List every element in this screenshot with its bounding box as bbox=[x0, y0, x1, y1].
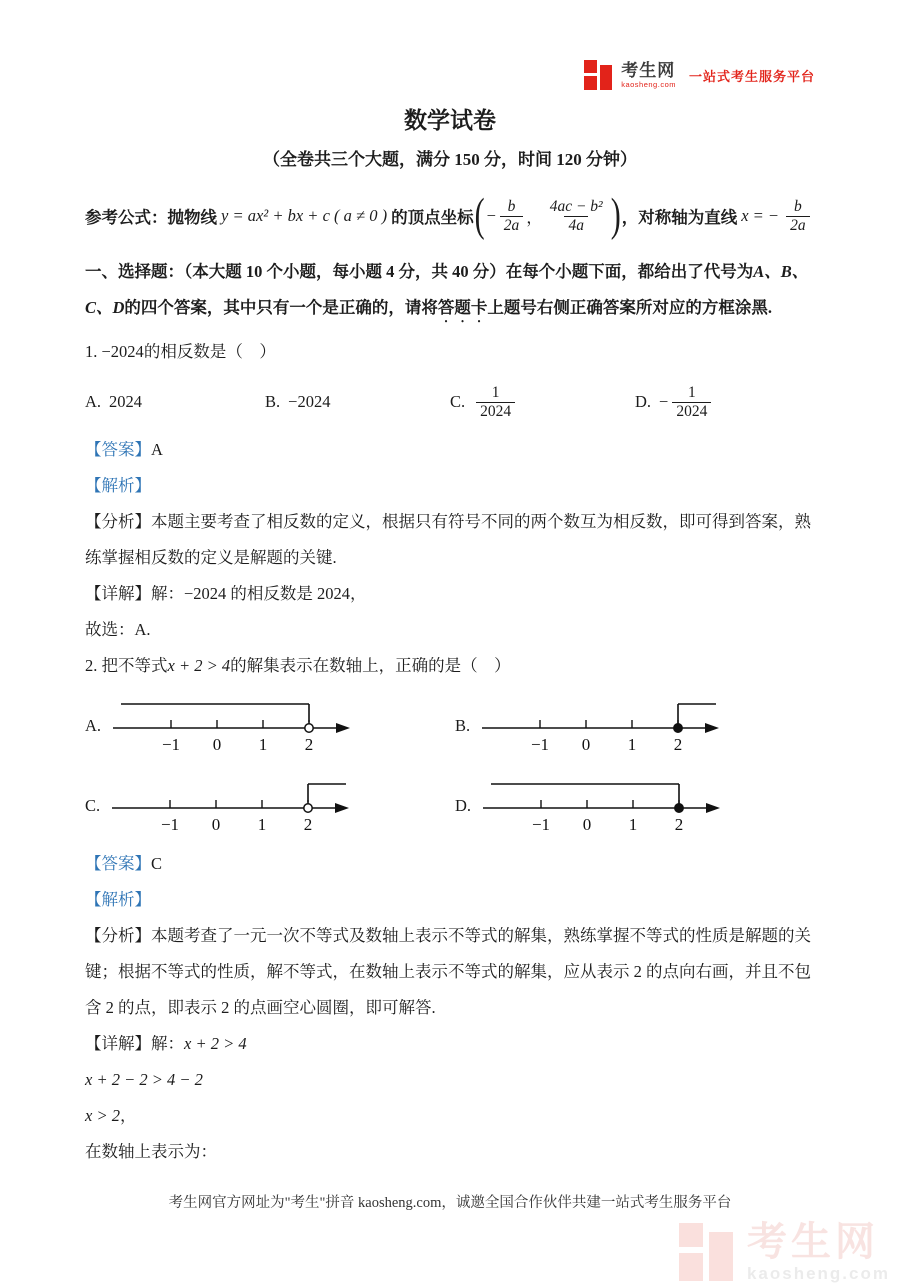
watermark-brand-domain: kaosheng.com bbox=[746, 1264, 890, 1283]
svg-text:2: 2 bbox=[303, 814, 313, 834]
q2-option-a bbox=[85, 688, 455, 764]
document-subtitle: （全卷共三个大题，满分 150 分，时间 120 分钟） bbox=[263, 150, 637, 169]
formula-mid: 的顶点坐标 bbox=[391, 208, 474, 227]
left-paren: ( bbox=[474, 189, 485, 241]
q1-answer: 【答案】A bbox=[85, 440, 163, 459]
brand-name: 考生网 bbox=[621, 60, 676, 80]
svg-text:1: 1 bbox=[257, 814, 267, 834]
q2-answer: 【答案】C bbox=[85, 854, 163, 873]
q2-option-c bbox=[85, 768, 455, 844]
section1-heading: 一、选择题：（本大题 10 个小题，每小题 4 分，共 40 分）在每个小题下面，都给出了代号为A、B、C、D的四个答案，其中只有一个是正确的，请将答题卡上题号右侧正确答案所对应的方框涂黑. bbox=[85, 262, 809, 317]
q2-option-b bbox=[455, 688, 815, 764]
q2-eq2: x + 2 − 2 > 4 − 2 bbox=[85, 1070, 203, 1089]
brand-domain: kaosheng.com bbox=[621, 79, 676, 89]
formula-suffix: ，对称轴为直线 bbox=[621, 208, 738, 227]
svg-text:0: 0 bbox=[581, 734, 591, 754]
q1-choice: 故选：A. bbox=[85, 620, 151, 639]
svg-text:1: 1 bbox=[628, 814, 638, 834]
q2-jiexi-tag: 【解析】 bbox=[85, 890, 151, 909]
q2-option-d bbox=[455, 768, 815, 844]
kaosheng-logo-icon bbox=[584, 60, 614, 90]
q1-options bbox=[85, 374, 815, 430]
q2-option-c-label: C. bbox=[85, 796, 101, 815]
footer-text: 考生网官方网址为"考生"拼音 kaosheng.com，诚邀全国合作伙伴共建一站式考生服务平台 bbox=[168, 1195, 732, 1211]
q1-stem: 1. −2024的相反数是（ ） bbox=[85, 342, 276, 361]
svg-text:1: 1 bbox=[627, 734, 637, 754]
svg-text:2: 2 bbox=[674, 814, 684, 834]
document-title: 数学试卷 bbox=[404, 108, 496, 133]
q2-last-line: 在数轴上表示为： bbox=[85, 1142, 217, 1161]
numberline-a bbox=[107, 692, 357, 761]
q1-stem-math: −2024 bbox=[101, 342, 144, 361]
q2-analysis: 【分析】本题考查了一元一次不等式及数轴上表示不等式的解集，熟练掌握不等式的性质是解题的关键；根据不等式的性质，解不等式，在数轴上表示不等式的解集，应从表示 2 的点向右画，并且不包含 2 的点，即表示 2 的点画空心圆圈，即可解答. bbox=[85, 926, 811, 1017]
numberline-b bbox=[476, 692, 726, 761]
q1-option-c: C. $\frac{1}{2024}$ bbox=[450, 384, 635, 421]
page-header bbox=[85, 52, 815, 98]
emphasized-answer-card: 答题卡 bbox=[437, 298, 488, 317]
vertex-frac-2: $\frac{\text{4ac − b²}}{4a}$ bbox=[549, 197, 603, 234]
svg-text:−1: −1 bbox=[531, 734, 550, 754]
numberline-c bbox=[106, 772, 356, 841]
kaosheng-watermark bbox=[679, 1222, 890, 1282]
numberline-d bbox=[477, 772, 727, 841]
kaosheng-logo bbox=[584, 52, 815, 98]
q1-jiexi-tag: 【解析】 bbox=[85, 476, 151, 495]
right-paren: ) bbox=[610, 189, 621, 241]
q2-option-d-label: D. bbox=[455, 796, 472, 815]
vertex-frac-1: $\frac{b}{2a}$ bbox=[500, 198, 524, 235]
abcd-letters: A、B、C、D bbox=[85, 262, 809, 317]
q2-eq1: x + 2 > 4 bbox=[184, 1034, 247, 1053]
q2-stem-math: x + 2 > 4 bbox=[167, 656, 231, 675]
svg-text:−1: −1 bbox=[161, 814, 180, 834]
watermark-brand-name: 考生网 bbox=[746, 1220, 879, 1264]
q1-analysis: 【分析】本题主要考查了相反数的定义，根据只有符号不同的两个数互为相反数，即可得到答案，熟练掌握相反数的定义是解题的关键. bbox=[85, 512, 811, 567]
svg-text:1: 1 bbox=[258, 734, 268, 754]
q2-numberline-row-1 bbox=[85, 688, 815, 764]
svg-text:2: 2 bbox=[673, 734, 683, 754]
svg-text:0: 0 bbox=[212, 734, 222, 754]
formula-label: 参考公式：抛物线 bbox=[85, 208, 217, 227]
svg-text:−1: −1 bbox=[162, 734, 181, 754]
vertex-minus: − bbox=[485, 206, 497, 225]
q1-detail: 【详解】解：−2024 的相反数是 2024， bbox=[85, 584, 367, 603]
q2-stem: 2. 把不等式x + 2 > 4的解集表示在数轴上，正确的是（ ） bbox=[85, 656, 511, 675]
kaosheng-watermark-icon bbox=[679, 1223, 737, 1281]
vertex-comma: ， bbox=[526, 208, 543, 227]
formula-parabola: y = ax² + bx + c ( a ≠ 0 ) bbox=[221, 206, 388, 225]
axis-lhs: x = − bbox=[741, 206, 780, 225]
q2-option-a-label: A. bbox=[85, 716, 102, 735]
q2-detail-line1: 【详解】解：x + 2 > 4 bbox=[85, 1034, 247, 1053]
svg-text:−1: −1 bbox=[532, 814, 551, 834]
q2-numberline-row-2 bbox=[85, 768, 815, 844]
svg-text:0: 0 bbox=[211, 814, 221, 834]
svg-text:2: 2 bbox=[304, 734, 314, 754]
svg-text:0: 0 bbox=[582, 814, 592, 834]
q1-option-b: B. −2024 bbox=[265, 392, 331, 411]
reference-formula bbox=[85, 184, 815, 248]
axis-frac: $\frac{b}{2a}$ bbox=[786, 198, 810, 235]
q2-option-b-label: B. bbox=[455, 716, 471, 735]
q2-eq3-line: x > 2， bbox=[85, 1106, 137, 1125]
q1-option-d: D. − $\frac{1}{2024}$ bbox=[635, 384, 815, 421]
q1-option-a: A. 2024 bbox=[85, 392, 143, 411]
brand-tagline: 一站式考生服务平台 bbox=[688, 68, 815, 84]
